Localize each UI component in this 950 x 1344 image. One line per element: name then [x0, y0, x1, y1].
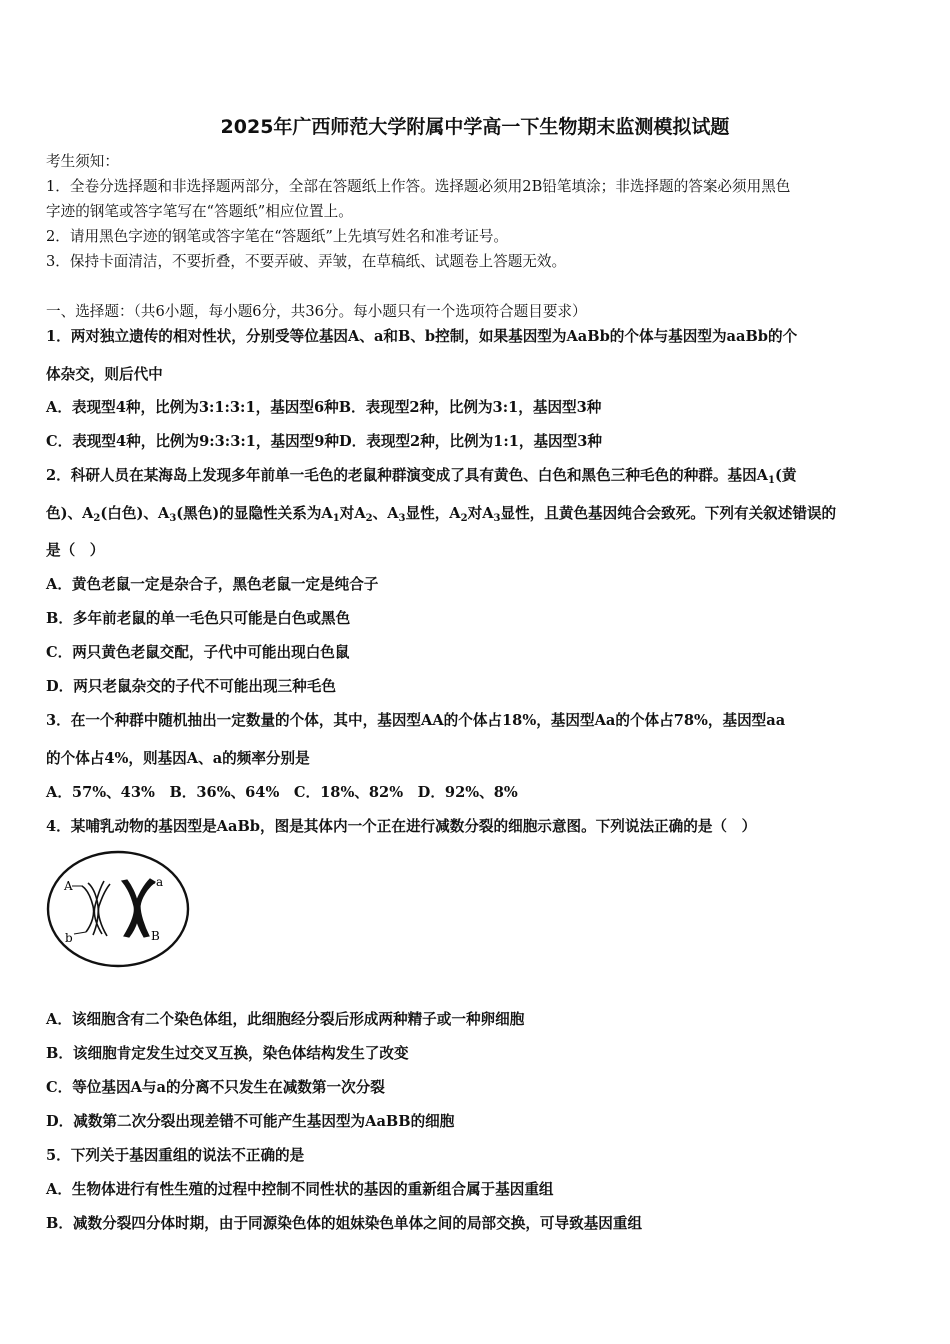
question-4-stem: 4．某哺乳动物的基因型是AaBb，图是其体内一个正在进行减数分裂的细胞示意图。下列说法正确的是（ ） — [46, 818, 757, 835]
question-2-stem: 2．科研人员在某海岛上发现多年前单一毛色的老鼠种群演变成了具有黄色、白色和黑色三种毛色的种群。基因$A_1$(黄 — [46, 467, 797, 486]
question-2-option-a: A．黄色老鼠一定是杂合子，黑色老鼠一定是纯合子 — [46, 576, 379, 593]
question-2-stem-end: 是（ ） — [46, 542, 105, 559]
question-1-options-ab: A．表现型4种，比例为3:1:3:1，基因型6种B．表现型2种，比例为3:1，基因型3种 — [46, 399, 602, 416]
label-line-b — [74, 932, 86, 934]
meiosis-cell-diagram — [44, 848, 192, 970]
question-3-stem-cont: 的个体占4%，则基因A、a的频率分别是 — [46, 750, 310, 767]
question-4-option-d: D．减数第二次分裂出现差错不可能产生基因型为AaBB的细胞 — [46, 1113, 455, 1130]
page-title: 2025年广西师范大学附属中学高一下生物期末监测模拟试题 — [220, 116, 730, 138]
question-2-option-c: C．两只黄色老鼠交配，子代中可能出现白色鼠 — [46, 644, 350, 661]
question-5-option-a: A．生物体进行有性生殖的过程中控制不同性状的基因的重新组合属于基因重组 — [46, 1181, 554, 1198]
notice-heading: 考生须知： — [46, 153, 119, 170]
notice-item: 2．请用黑色字迹的钢笔或答字笔在“答题纸”上先填写姓名和准考证号。 — [46, 228, 509, 245]
question-1-stem: 1．两对独立遗传的相对性状，分别受等位基因A、a和B、b控制，如果基因型为AaBb的个体与基因型为aaBb的个 — [46, 328, 798, 345]
question-2-option-d: D．两只老鼠杂交的子代不可能出现三种毛色 — [46, 678, 336, 695]
gene-label-a: a — [156, 875, 164, 889]
cell-membrane — [48, 852, 188, 966]
gene-label-b: b — [65, 931, 73, 945]
question-2-option-b: B．多年前老鼠的单一毛色只可能是白色或黑色 — [46, 610, 351, 627]
question-1-stem-cont: 体杂交，则后代中 — [46, 366, 163, 383]
section-heading: 一、选择题：（共6小题，每小题6分，共36分。每小题只有一个选项符合题目要求） — [46, 303, 587, 320]
question-1-options-cd: C．表现型4种，比例为9:3:3:1，基因型9种D．表现型2种，比例为1:1，基因型3种 — [46, 433, 602, 450]
question-5-option-b: B．减数分裂四分体时期，由于同源染色体的姐妹染色单体之间的局部交换，可导致基因重组 — [46, 1215, 643, 1232]
notice-item: 字迹的钢笔或答字笔写在“答题纸”相应位置上。 — [46, 203, 353, 220]
question-4-option-b: B．该细胞肯定发生过交叉互换，染色体结构发生了改变 — [46, 1045, 409, 1062]
question-2-stem-cont: 色)、$A_2$(白色)、$A_3$(黑色)的显隐性关系为$A_1$对$A_2$、$A_3$显性，$A_2$对$A_3$显性，且黄色基因纯合会致死。下列有关叙述错误的 — [46, 505, 837, 524]
question-3-options: A．57%、43% B．36%、64% C．18%、82% D．92%、8% — [46, 784, 518, 801]
notice-item: 3．保持卡面清洁，不要折叠，不要弄破、弄皱，在草稿纸、试题卷上答题无效。 — [46, 253, 567, 270]
question-4-option-a: A．该细胞含有二个染色体组，此细胞经分裂后形成两种精子或一种卵细胞 — [46, 1011, 525, 1028]
question-3-stem: 3．在一个种群中随机抽出一定数量的个体，其中，基因型AA的个体占18%，基因型Aa的个体占78%，基因型aa — [46, 712, 786, 729]
gene-label-A: A — [64, 879, 73, 893]
notice-item: 1．全卷分选择题和非选择题两部分，全部在答题纸上作答。选择题必须用2B铅笔填涂；非选择题的答案必须用黑色 — [46, 178, 791, 195]
gene-label-B: B — [151, 929, 160, 943]
question-4-option-c: C．等位基因A与a的分离不只发生在减数第一次分裂 — [46, 1079, 385, 1096]
question-5-stem: 5．下列关于基因重组的说法不正确的是 — [46, 1147, 305, 1164]
chromosome-left — [82, 881, 110, 936]
